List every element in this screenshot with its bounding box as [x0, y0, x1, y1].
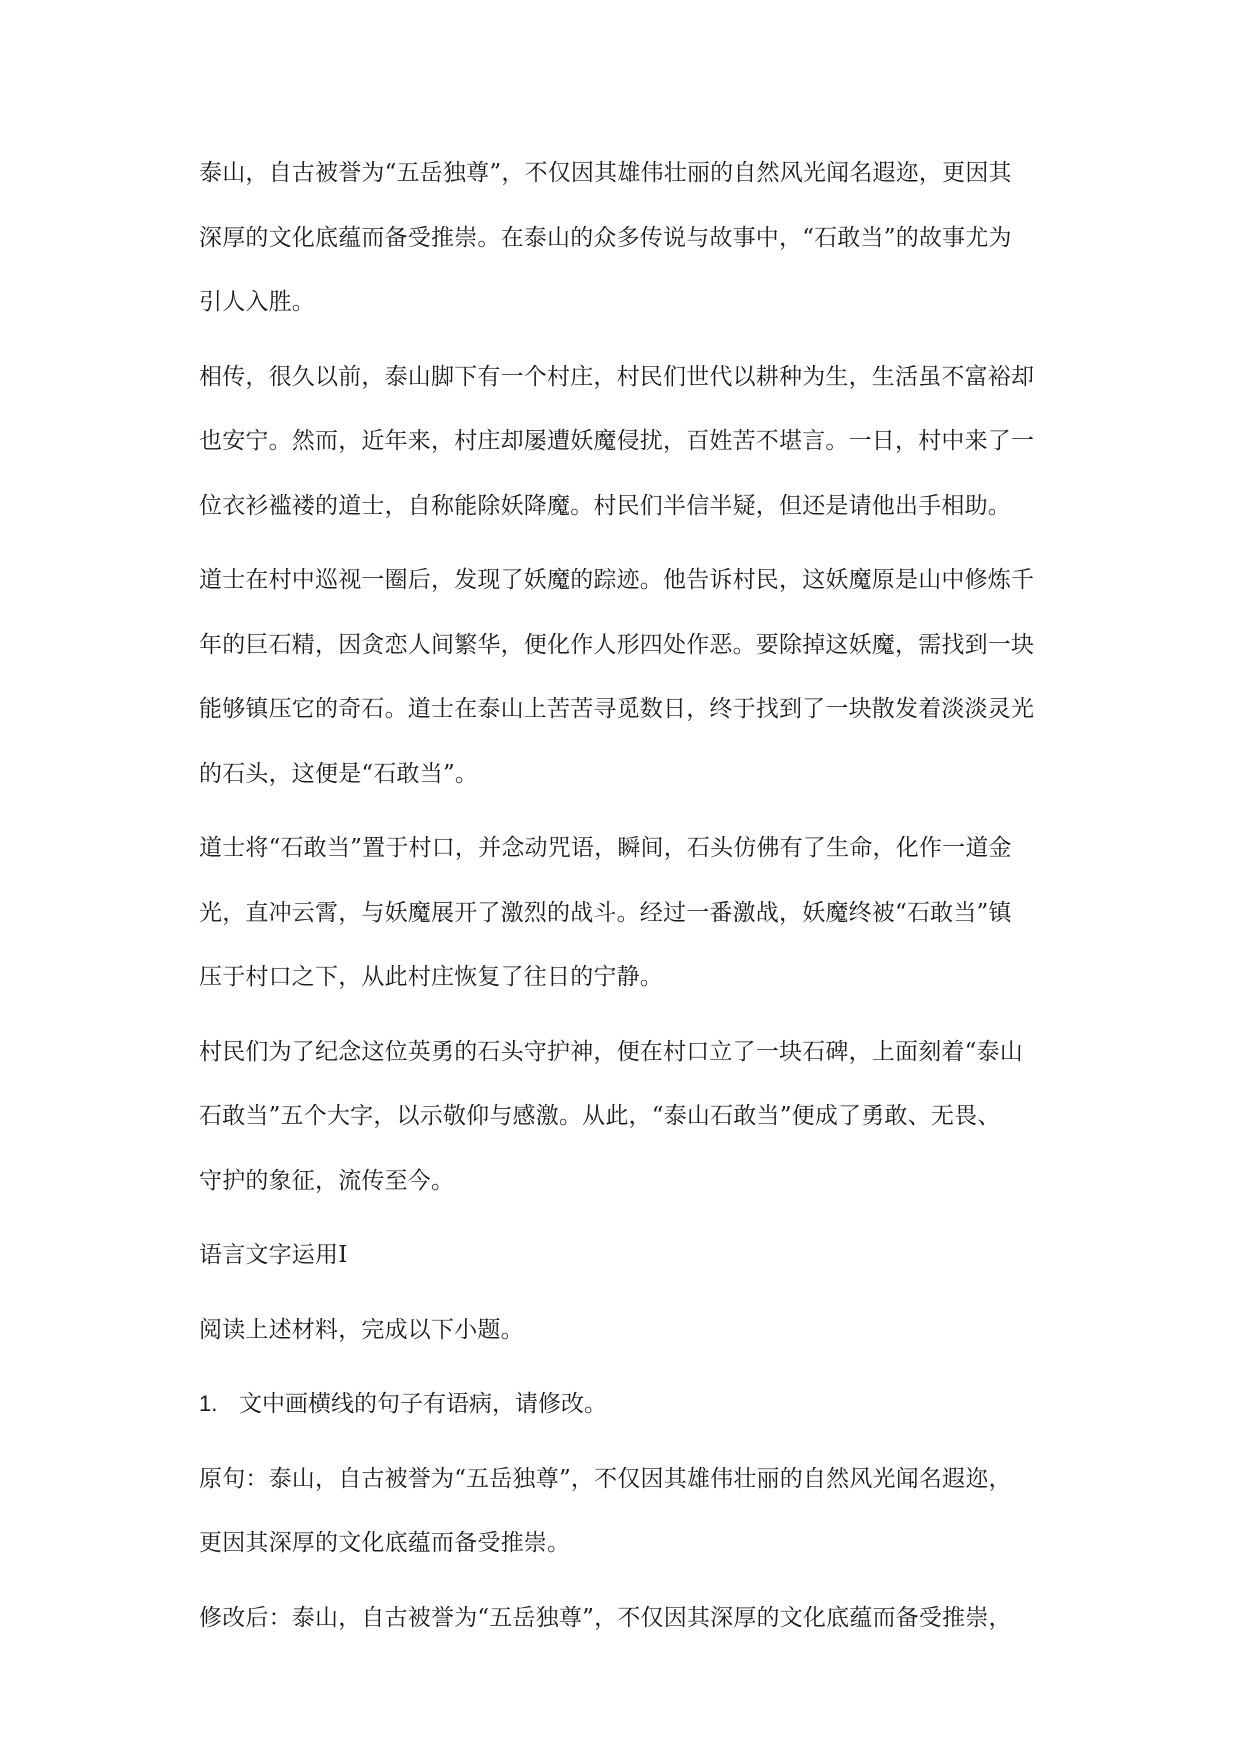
paragraph-line: 村民们为了纪念这位英勇的石头守护神，便在村口立了一块石碑，上面刻着“泰山 [199, 1038, 1023, 1065]
paragraph-line: 石敢当”五个大字，以示敬仰与感激。从此，“泰山石敢当”便成了勇敢、无畏、 [199, 1103, 1001, 1129]
paragraph-line: 道士在村中巡视一圈后，发现了妖魔的踪迹。他告诉村民，这妖魔原是山中修炼千 [199, 567, 1035, 593]
passage-paragraph-3 [199, 548, 1079, 806]
document-body [199, 141, 1079, 1660]
passage-paragraph-4 [199, 816, 1079, 1010]
paragraph-line: 压于村口之下，从此村庄恢复了往日的宁静。 [199, 964, 663, 990]
revised-sentence [199, 1586, 1079, 1651]
paragraph-line: 相传，很久以前，泰山脚下有一个村庄，村民们世代以耕种为生，生活虽不富裕却 [199, 363, 1035, 390]
paragraph-line: 能够镇压它的奇石。道士在泰山上苦苦寻觅数日，终于找到了一块散发着淡淡灵光 [199, 696, 1035, 722]
passage-paragraph-5 [199, 1020, 1079, 1214]
paragraph-line: 也安宁。然而，近年来，村庄却屡遭妖魔侵扰，百姓苦不堪言。一日，村中来了一 [199, 428, 1035, 454]
paragraph-line: 年的巨石精，因贪恋人间繁华，便化作人形四处作恶。要除掉这妖魔，需找到一块 [199, 631, 1035, 658]
paragraph-line: 的石头，这便是“石敢当”。 [199, 760, 479, 787]
paragraph-line: 引人入胜。 [199, 289, 315, 315]
paragraph-line: 道士将“石敢当”置于村口，并念动咒语，瞬间，石头仿佛有了生命，化作一道金 [199, 835, 1012, 861]
paragraph-line: 泰山，自古被誉为“五岳独尊”，不仅因其雄伟壮丽的自然风光闻名遐迩，更因其 [199, 160, 1012, 186]
question-text: 文中画横线的句子有语病，请修改。 [239, 1391, 607, 1417]
paragraph-line: 光，直冲云霄，与妖魔展开了激烈的战斗。经过一番激战，妖魔终被“石敢当”镇 [199, 899, 1012, 926]
question-item [199, 1372, 1079, 1437]
paragraph-line: 修改后：泰山，自古被誉为“五岳独尊”，不仅因其深厚的文化底蕴而备受推崇， [199, 1604, 1012, 1631]
paragraph-line: 原句：泰山，自古被誉为“五岳独尊”，不仅因其雄伟壮丽的自然风光闻名遐迩， [199, 1465, 1012, 1492]
passage-paragraph-1 [199, 141, 1079, 335]
paragraph-line: 深厚的文化底蕴而备受推崇。在泰山的众多传说与故事中，“石敢当”的故事尤为 [199, 224, 1012, 251]
paragraph-line: 守护的象征，流传至今。 [199, 1167, 455, 1194]
passage-paragraph-2 [199, 345, 1079, 539]
original-sentence [199, 1447, 1079, 1576]
question-number: 1. [199, 1391, 218, 1416]
instruction-text: 阅读上述材料，完成以下小题。 [199, 1316, 524, 1343]
section-title: 语言文字运用Ⅰ [199, 1242, 348, 1268]
paragraph-line: 更因其深厚的文化底蕴而备受推崇。 [199, 1530, 571, 1556]
paragraph-line: 位衣衫褴褛的道士，自称能除妖降魔。村民们半信半疑，但还是请他出手相助。 [199, 492, 1011, 519]
